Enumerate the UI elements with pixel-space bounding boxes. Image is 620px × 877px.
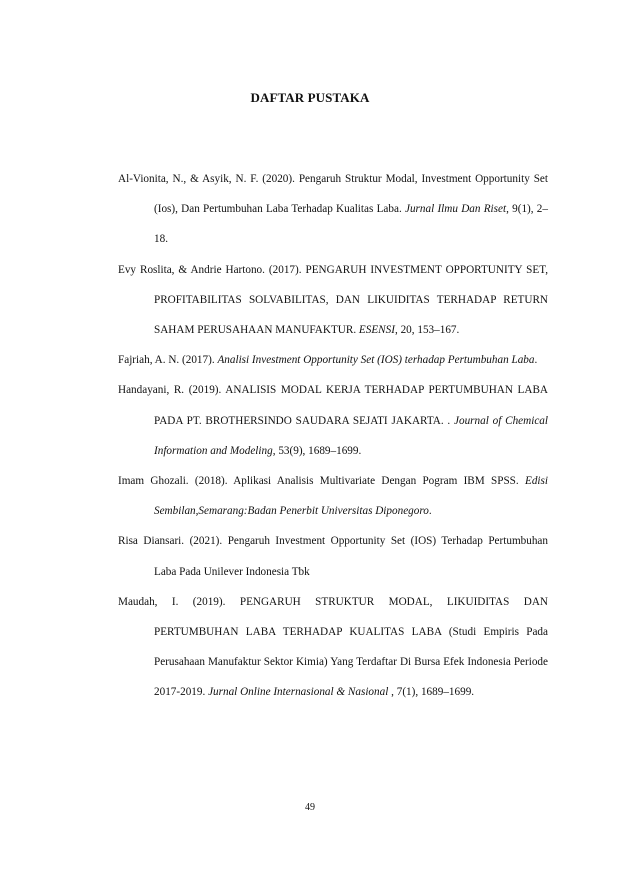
reference-entry: [118, 526, 548, 586]
reference-text: Al-Vionita, N., & Asyik, N. F. (2020). Pengaruh Struktur Modal, Investment Opportunity Set (Ios), Dan Pertumbuhan Laba Terhadap Kualitas Laba.: [118, 173, 548, 216]
reference-source: Jurnal Ilmu Dan Riset: [404, 203, 507, 216]
reference-text: Risa Diansari. (2021). Pengaruh Investment Opportunity Set (IOS) Terhadap Pertumbuhan Laba Pada Unilever Indonesia Tbk: [118, 535, 548, 578]
reference-entry: [118, 375, 548, 466]
reference-entry: [118, 466, 548, 526]
reference-entry: [118, 587, 548, 708]
page-number: 49: [305, 802, 315, 813]
reference-source: ESENSI: [358, 324, 395, 337]
reference-text: Handayani, R. (2019). ANALISIS MODAL KERJA TERHADAP PERTUMBUHAN LABA PADA PT. BROTHERSINDO SAUDARA SEJATI JAKARTA. .: [118, 384, 548, 427]
reference-details: , 20, 153–167.: [394, 324, 460, 337]
reference-details: , 53(9), 1689–1699.: [272, 444, 362, 457]
reference-text: Evy Roslita, & Andrie Hartono. (2017). PENGARUH INVESTMENT OPPORTUNITY SET, PROFITABILITAS SOLVABILITAS, DAN LIKUIDITAS TERHADAP RETURN SAHAM PERUSAHAAN MANUFAKTUR.: [118, 263, 548, 337]
reference-entry: [118, 345, 548, 375]
reference-list: [118, 164, 548, 708]
reference-source: Analisi Investment Opportunity Set (IOS) terhadap Pertumbuhan Laba: [217, 354, 535, 367]
reference-entry: [118, 164, 548, 255]
reference-text: Imam Ghozali. (2018). Aplikasi Analisis Multivariate Dengan Pogram IBM SPSS.: [118, 475, 525, 488]
reference-source: Journal of Chemical Information and Modeling: [154, 414, 548, 457]
reference-source: Jurnal Online Internasional & Nasional: [208, 686, 389, 699]
reference-details: .: [428, 505, 432, 518]
reference-source: Edisi Sembilan,Semarang:Badan Penerbit Universitas Diponegoro: [154, 475, 548, 518]
reference-details: , 7(1), 1689–1699.: [388, 686, 475, 699]
reference-details: .: [534, 354, 538, 367]
reference-text: Fajriah, A. N. (2017).: [118, 354, 218, 367]
reference-text: Maudah, I. (2019). PENGARUH STRUKTUR MODAL, LIKUIDITAS DAN PERTUMBUHAN LABA TERHADAP KUALITAS LABA (Studi Empiris Pada Perusahaan Manufaktur Sektor Kimia) Yang Terdaftar Di Bursa Efek Indonesia Periode 2017-2019.: [118, 595, 548, 699]
reference-entry: [118, 255, 548, 346]
reference-details: , 9(1), 2–18.: [154, 203, 548, 246]
page-title: DAFTAR PUSTAKA: [250, 90, 370, 105]
